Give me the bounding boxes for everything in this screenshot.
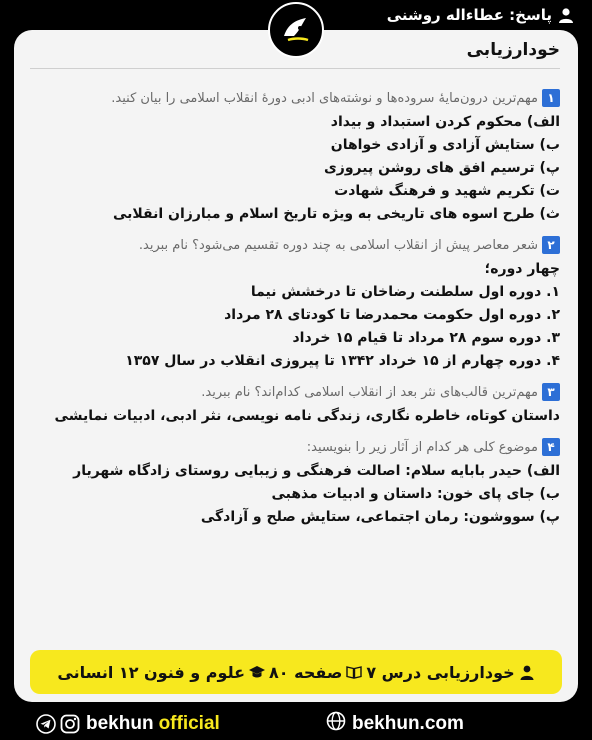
question-number: ۴ (542, 438, 560, 456)
student-icon (519, 664, 535, 680)
globe-icon (326, 711, 346, 737)
question-block-4 (30, 438, 560, 529)
answer-line: ۱. دوره اول سلطنت رضاخان تا درخشش نیما (250, 284, 560, 300)
answer-line: داستان کوتاه، خاطره نگاری، زندگی نامه نویسی، نثر ادبی، ادبیات نمایشی (54, 408, 560, 424)
bekhun-logo-icon (268, 2, 324, 58)
question-text: مهم‌ترین درون‌مایهٔ سروده‌ها و نوشته‌های ادبی دورهٔ انقلاب اسلامی را بیان کنید. (111, 90, 538, 106)
answer-line: ث) طرح اسوه های تاریخی به ویژه تاریخ اسلام و مبارزان انقلابی (112, 206, 560, 222)
answer-line: پ) سووشون: رمان اجتماعی، ستایش صلح و آزادگی (200, 509, 560, 525)
question-text: موضوع کلی هر کدام از آثار زیر را بنویسید: (306, 439, 538, 455)
answer-card (14, 30, 578, 702)
handle-prefix: bekhun (86, 713, 154, 734)
card-content (30, 40, 560, 539)
question-2 (30, 236, 560, 254)
answer-line: الف) محکوم کردن استبداد و بیداد (330, 114, 560, 130)
answer-line: ب) ستایش آزادی و آزادی خواهان (330, 137, 560, 153)
lesson-info-bar (30, 650, 562, 694)
title-divider (30, 68, 560, 69)
website-text: bekhun.com (352, 713, 464, 734)
question-block-3 (30, 383, 560, 428)
section-title: خودارزیابی (466, 40, 560, 60)
lesson-label: خودارزیابی درس ۷ (366, 662, 515, 682)
answer-line: ب) جای پای خون: داستان و ادبیات مذهبی (271, 486, 560, 502)
answer-line: ت) تکریم شهید و فرهنگ شهادت (334, 183, 560, 199)
question-number: ۱ (542, 89, 560, 107)
book-icon (346, 664, 362, 680)
question-text: شعر معاصر پیش از انقلاب اسلامی به چند دوره تقسیم می‌شود؟ نام ببرید. (138, 237, 538, 253)
grade-label: علوم و فنون ۱۲ انسانی (57, 662, 246, 682)
answer-line: الف) حیدر بابایه سلام: اصالت فرهنگی و زیبایی روستای زادگاه شهریار (73, 463, 560, 479)
question-text: مهم‌ترین قالب‌های نثر بعد از انقلاب اسلامی کدام‌اند؟ نام ببرید. (201, 384, 538, 400)
question-block-1 (30, 89, 560, 226)
question-1 (30, 89, 560, 107)
question-number: ۳ (542, 383, 560, 401)
handle-suffix: official (158, 713, 220, 734)
user-icon (558, 7, 574, 23)
question-number: ۲ (542, 236, 560, 254)
question-3 (30, 383, 560, 401)
question-block-2 (30, 236, 560, 373)
graduation-cap-icon (249, 664, 265, 680)
answer-line: پ) ترسیم افق های روشن پیروزی (323, 160, 560, 176)
page-label: صفحه ۸۰ (269, 662, 343, 682)
answer-line: چهار دوره؛ (484, 261, 560, 277)
website-link[interactable] (326, 708, 464, 740)
instagram-icon[interactable] (60, 714, 80, 734)
answer-line: ۴. دوره چهارم از ۱۵ خرداد ۱۳۴۲ تا پیروزی انقلاب در سال ۱۳۵۷ (125, 353, 560, 369)
author-label (387, 6, 574, 24)
bottom-bar (0, 708, 592, 740)
answer-line: ۳. دوره سوم ۲۸ مرداد تا قیام ۱۵ خرداد (292, 330, 560, 346)
answer-line: ۲. دوره اول حکومت محمدرضا تا کودتای ۲۸ مرداد (224, 307, 560, 323)
question-4 (30, 438, 560, 456)
telegram-icon[interactable] (36, 714, 56, 734)
social-handle[interactable] (86, 708, 220, 740)
author-text: پاسخ: عطاءاله روشنی (386, 6, 552, 24)
